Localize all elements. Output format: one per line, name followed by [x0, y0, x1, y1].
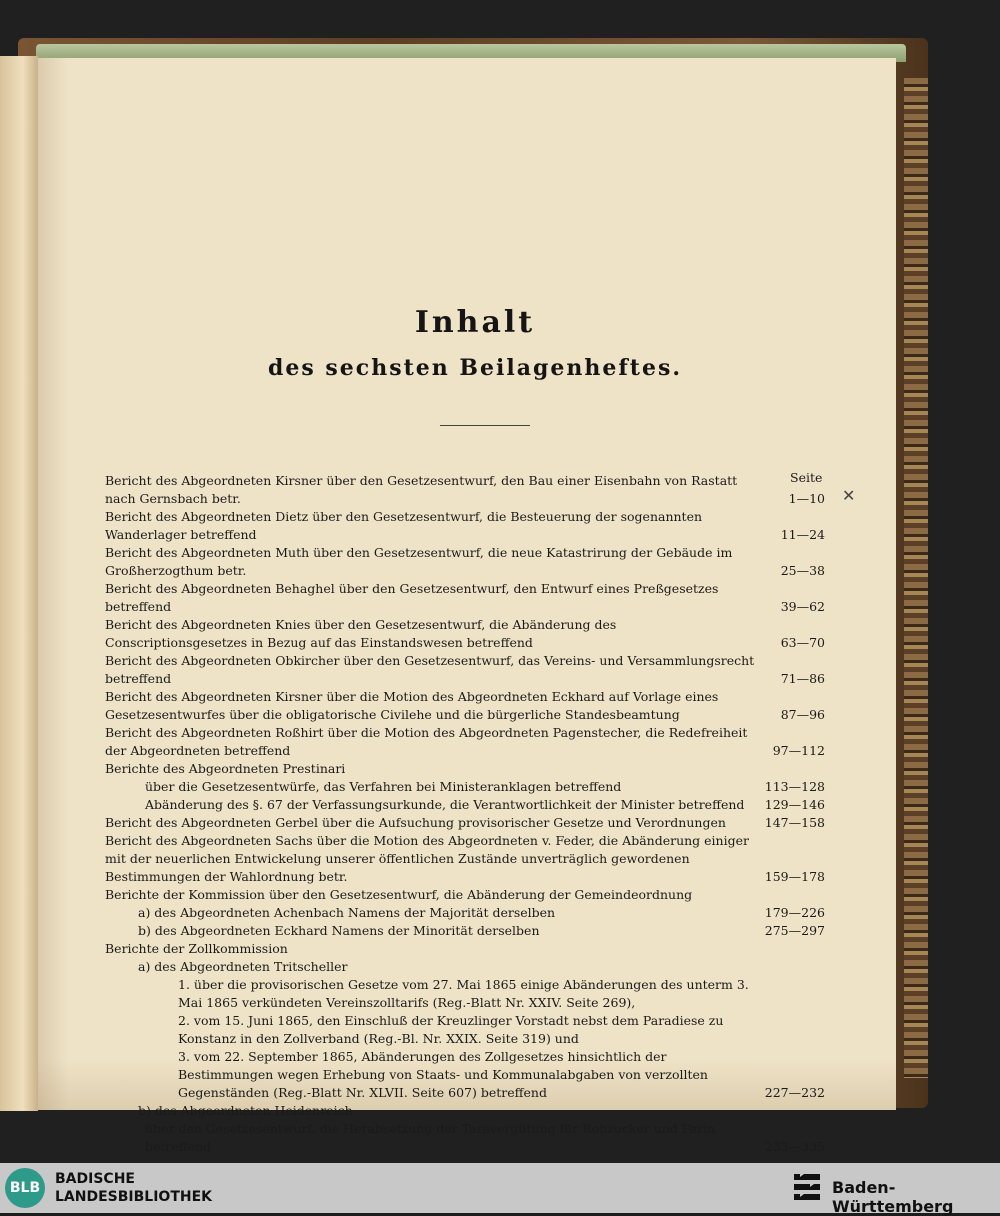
toc-entry	[105, 1012, 825, 1048]
toc-entry	[105, 1120, 825, 1156]
toc-entry-pages: 233—335	[764, 1139, 825, 1154]
toc-entry	[105, 958, 825, 976]
baden-wuerttemberg-name[interactable]: Baden-Württemberg	[832, 1178, 954, 1216]
toc-entry-text: Bericht des Abgeordneten Kirsner über die Motion des Abgeordneten Eckhard auf Vorlage eines Gesetzesentwurfes über die obligatorische Civilehe und die bürgerliche Standesbeamtung	[105, 689, 719, 722]
toc-entry-pages: 159—178	[764, 869, 825, 884]
toc-entry	[105, 616, 825, 652]
title-rule	[440, 425, 530, 426]
toc-entry-pages: 25—38	[780, 563, 825, 578]
toc-entry	[105, 796, 825, 814]
toc-entry	[105, 922, 825, 940]
toc-entry-text: 3. vom 22. September 1865, Abänderungen des Zollgesetzes hinsichtlich der Bestimmungen wegen Erhebung von Staats- und Kommunalabgaben von verzollten Gegenständen (Reg.-Blatt Nr. XLVII. Seite 607) betreffend	[178, 1049, 708, 1100]
page-subtitle: des sechsten Beilagenheftes.	[268, 355, 682, 381]
toc-entry-pages: 39—62	[780, 599, 825, 614]
toc-entry-pages: 63—70	[780, 635, 825, 650]
toc-entry	[105, 886, 825, 904]
toc-entry-text: Berichte der Zollkommission	[105, 941, 288, 956]
table-of-contents	[105, 472, 825, 1156]
toc-entry	[105, 940, 825, 958]
toc-entry	[105, 904, 825, 922]
toc-entry-text: 2. vom 15. Juni 1865, den Einschluß der Kreuzlinger Vorstadt nebst dem Paradiese zu Konstanz in den Zollverband (Reg.-Bl. Nr. XXIX. Seite 319) und	[178, 1013, 724, 1046]
toc-entry	[105, 832, 825, 886]
toc-entry-text: 1. über die provisorischen Gesetze vom 27. Mai 1865 einige Abänderungen des unterm 3. Mai 1865 verkündeten Vereinszolltarifs (Reg.-Blatt Nr. XXIV. Seite 269),	[178, 977, 749, 1010]
toc-entry	[105, 1102, 825, 1120]
toc-entry	[105, 472, 825, 508]
toc-entry-text: a) des Abgeordneten Achenbach Namens der Majorität derselben	[138, 905, 556, 920]
blb-name-line-2: LANDESBIBLIOTHEK	[55, 1189, 213, 1205]
toc-entry-text: Bericht des Abgeordneten Obkircher über den Gesetzesentwurf, das Vereins- und Versammlungsrecht betreffend	[105, 653, 755, 686]
toc-entry-text: Bericht des Abgeordneten Knies über den Gesetzesentwurf, die Abänderung des Conscriptionsgesetzes in Bezug auf das Einstandswesen betreffend	[105, 617, 617, 650]
toc-entry-text: Bericht des Abgeordneten Dietz über den Gesetzesentwurf, die Besteuerung der sogenannten Wanderlager betreffend	[105, 509, 703, 542]
toc-entry-pages: 11—24	[780, 527, 825, 542]
toc-entry-text: Bericht des Abgeordneten Sachs über die Motion des Abgeordneten v. Feder, die Abänderung einiger mit der neuerlichen Entwickelung unserer öffentlichen Zustände unverträglich gewordenen Bestimmungen der Wahlordnung betr.	[105, 833, 749, 884]
toc-entry	[105, 652, 825, 688]
toc-entry-pages: 129—146	[764, 797, 825, 812]
left-page	[0, 56, 38, 1111]
toc-entry	[105, 544, 825, 580]
toc-entry	[105, 760, 825, 778]
toc-entry-pages: 147—158	[764, 815, 825, 830]
column-header: Seite	[790, 470, 823, 485]
toc-entry-pages: 1—10	[788, 491, 825, 506]
toc-entry-text: b) des Abgeordneten Heidenreich	[138, 1103, 353, 1118]
toc-entry-pages: 227—232	[764, 1085, 825, 1100]
toc-entry-text: über den Gesetzesentwurf, die Herabsetzung der Taravergütung für Rohzucker und Farin betreffend	[145, 1121, 716, 1154]
toc-entry-text: über die Gesetzesentwürfe, das Verfahren bei Ministeranklagen betreffend	[145, 779, 622, 794]
toc-entry-text: Bericht des Abgeordneten Behaghel über den Gesetzesentwurf, den Entwurf eines Preßgesetzes betreffend	[105, 581, 719, 614]
toc-entry-pages: 71—86	[780, 671, 825, 686]
margin-mark: ✕	[842, 486, 856, 505]
page-title: Inhalt	[414, 305, 536, 340]
toc-entry-pages: 97—112	[772, 743, 825, 758]
baden-wuerttemberg-logo-icon[interactable]	[790, 1168, 824, 1206]
toc-entry	[105, 724, 825, 760]
toc-entry	[105, 580, 825, 616]
toc-entry-text: a) des Abgeordneten Tritscheller	[138, 959, 348, 974]
toc-entry-text: Bericht des Abgeordneten Kirsner über den Gesetzesentwurf, den Bau einer Eisenbahn von Rastatt nach Gernsbach betr.	[105, 473, 738, 506]
blb-name	[55, 1170, 212, 1206]
toc-entry	[105, 814, 825, 832]
cover-edge	[904, 78, 928, 1078]
toc-entry	[105, 508, 825, 544]
toc-entry-pages: 179—226	[764, 905, 825, 920]
toc-entry-text: Berichte des Abgeordneten Prestinari	[105, 761, 346, 776]
toc-entry-pages: 275—297	[764, 923, 825, 938]
toc-entry-text: Bericht des Abgeordneten Gerbel über die Aufsuchung provisorischer Gesetze und Verordnungen	[105, 815, 726, 830]
toc-entry-text: Abänderung des §. 67 der Verfassungsurkunde, die Verantwortlichkeit der Minister betreffend	[145, 797, 745, 812]
toc-entry	[105, 1048, 825, 1102]
blb-logo[interactable]: BLB	[5, 1168, 45, 1208]
blb-name-line-1: BADISCHE	[55, 1171, 135, 1187]
toc-entry	[105, 976, 825, 1012]
toc-entry-pages: 113—128	[764, 779, 825, 794]
toc-entry-text: Berichte der Kommission über den Gesetzesentwurf, die Abänderung der Gemeindeordnung	[105, 887, 693, 902]
toc-entry-text: b) des Abgeordneten Eckhard Namens der Minorität derselben	[138, 923, 540, 938]
toc-entry-pages: 87—96	[780, 707, 825, 722]
toc-entry-text: Bericht des Abgeordneten Muth über den Gesetzesentwurf, die neue Katastrirung der Gebäude im Großherzogthum betr.	[105, 545, 733, 578]
toc-entry	[105, 778, 825, 796]
toc-entry-text: Bericht des Abgeordneten Roßhirt über die Motion des Abgeordneten Pagenstecher, die Redefreiheit der Abgeordneten betreffend	[105, 725, 748, 758]
toc-entry	[105, 688, 825, 724]
